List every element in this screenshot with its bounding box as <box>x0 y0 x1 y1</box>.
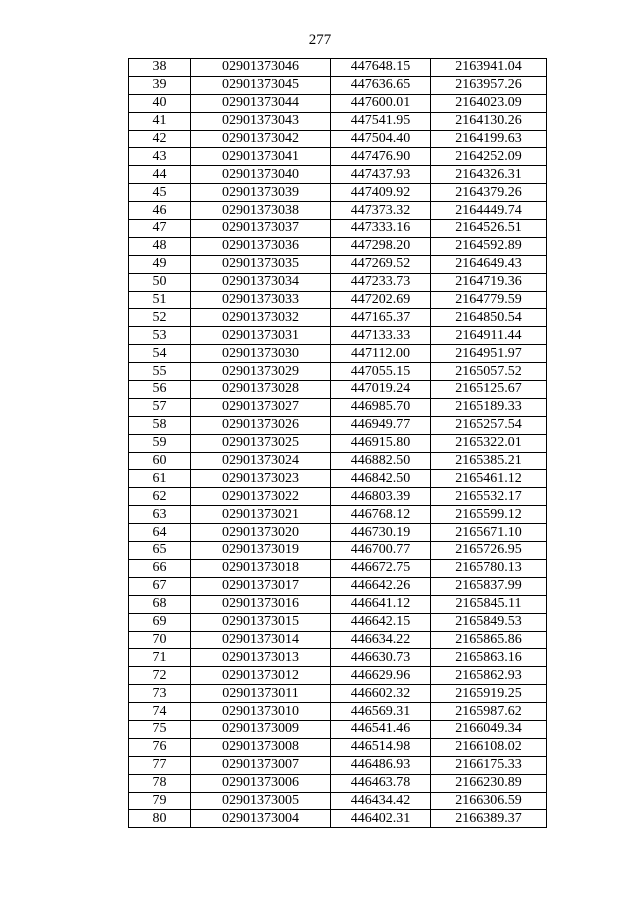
y-coordinate-cell: 2165726.95 <box>431 542 547 560</box>
point-number-cell: 75 <box>129 720 191 738</box>
point-number-cell: 58 <box>129 416 191 434</box>
y-coordinate-cell: 2166230.89 <box>431 774 547 792</box>
x-coordinate-cell: 447055.15 <box>331 363 431 381</box>
point-number-cell: 48 <box>129 237 191 255</box>
x-coordinate-cell: 447333.16 <box>331 220 431 238</box>
cadastral-number-cell: 02901373018 <box>191 559 331 577</box>
point-number-cell: 39 <box>129 76 191 94</box>
y-coordinate-cell: 2164199.63 <box>431 130 547 148</box>
coordinates-table-body <box>129 59 547 828</box>
cadastral-number-cell: 02901373035 <box>191 255 331 273</box>
point-number-cell: 52 <box>129 309 191 327</box>
point-number-cell: 71 <box>129 649 191 667</box>
x-coordinate-cell: 447269.52 <box>331 255 431 273</box>
table-row <box>129 488 547 506</box>
cadastral-number-cell: 02901373014 <box>191 631 331 649</box>
table-row <box>129 720 547 738</box>
point-number-cell: 44 <box>129 166 191 184</box>
x-coordinate-cell: 447202.69 <box>331 291 431 309</box>
point-number-cell: 80 <box>129 810 191 828</box>
table-row <box>129 273 547 291</box>
cadastral-number-cell: 02901373009 <box>191 720 331 738</box>
table-row <box>129 381 547 399</box>
point-number-cell: 59 <box>129 434 191 452</box>
point-number-cell: 64 <box>129 524 191 542</box>
y-coordinate-cell: 2165987.62 <box>431 703 547 721</box>
y-coordinate-cell: 2166049.34 <box>431 720 547 738</box>
y-coordinate-cell: 2166389.37 <box>431 810 547 828</box>
x-coordinate-cell: 446985.70 <box>331 398 431 416</box>
cadastral-number-cell: 02901373025 <box>191 434 331 452</box>
x-coordinate-cell: 446730.19 <box>331 524 431 542</box>
x-coordinate-cell: 446642.26 <box>331 577 431 595</box>
y-coordinate-cell: 2166108.02 <box>431 738 547 756</box>
y-coordinate-cell: 2166175.33 <box>431 756 547 774</box>
point-number-cell: 41 <box>129 112 191 130</box>
y-coordinate-cell: 2164850.54 <box>431 309 547 327</box>
x-coordinate-cell: 447233.73 <box>331 273 431 291</box>
table-row <box>129 667 547 685</box>
table-row <box>129 184 547 202</box>
table-row <box>129 345 547 363</box>
table-row <box>129 738 547 756</box>
cadastral-number-cell: 02901373021 <box>191 506 331 524</box>
cadastral-number-cell: 02901373015 <box>191 613 331 631</box>
point-number-cell: 63 <box>129 506 191 524</box>
table-row <box>129 774 547 792</box>
cadastral-number-cell: 02901373046 <box>191 59 331 77</box>
x-coordinate-cell: 447476.90 <box>331 148 431 166</box>
y-coordinate-cell: 2165837.99 <box>431 577 547 595</box>
coordinates-table <box>128 58 547 828</box>
y-coordinate-cell: 2164252.09 <box>431 148 547 166</box>
table-row <box>129 703 547 721</box>
point-number-cell: 53 <box>129 327 191 345</box>
y-coordinate-cell: 2165919.25 <box>431 685 547 703</box>
table-row <box>129 756 547 774</box>
point-number-cell: 43 <box>129 148 191 166</box>
x-coordinate-cell: 446486.93 <box>331 756 431 774</box>
y-coordinate-cell: 2165780.13 <box>431 559 547 577</box>
table-row <box>129 631 547 649</box>
point-number-cell: 73 <box>129 685 191 703</box>
cadastral-number-cell: 02901373012 <box>191 667 331 685</box>
x-coordinate-cell: 446842.50 <box>331 470 431 488</box>
x-coordinate-cell: 447298.20 <box>331 237 431 255</box>
point-number-cell: 76 <box>129 738 191 756</box>
table-row <box>129 470 547 488</box>
cadastral-number-cell: 02901373039 <box>191 184 331 202</box>
table-row <box>129 613 547 631</box>
table-row <box>129 792 547 810</box>
x-coordinate-cell: 446803.39 <box>331 488 431 506</box>
x-coordinate-cell: 446882.50 <box>331 452 431 470</box>
table-row <box>129 94 547 112</box>
point-number-cell: 77 <box>129 756 191 774</box>
table-row <box>129 202 547 220</box>
x-coordinate-cell: 446629.96 <box>331 667 431 685</box>
cadastral-number-cell: 02901373026 <box>191 416 331 434</box>
y-coordinate-cell: 2164779.59 <box>431 291 547 309</box>
x-coordinate-cell: 446541.46 <box>331 720 431 738</box>
cadastral-number-cell: 02901373036 <box>191 237 331 255</box>
y-coordinate-cell: 2165863.16 <box>431 649 547 667</box>
point-number-cell: 66 <box>129 559 191 577</box>
y-coordinate-cell: 2164526.51 <box>431 220 547 238</box>
point-number-cell: 74 <box>129 703 191 721</box>
table-row <box>129 166 547 184</box>
cadastral-number-cell: 02901373006 <box>191 774 331 792</box>
y-coordinate-cell: 2165862.93 <box>431 667 547 685</box>
point-number-cell: 54 <box>129 345 191 363</box>
cadastral-number-cell: 02901373041 <box>191 148 331 166</box>
cadastral-number-cell: 02901373033 <box>191 291 331 309</box>
point-number-cell: 78 <box>129 774 191 792</box>
y-coordinate-cell: 2165865.86 <box>431 631 547 649</box>
table-row <box>129 416 547 434</box>
cadastral-number-cell: 02901373010 <box>191 703 331 721</box>
y-coordinate-cell: 2163957.26 <box>431 76 547 94</box>
cadastral-number-cell: 02901373019 <box>191 542 331 560</box>
y-coordinate-cell: 2164449.74 <box>431 202 547 220</box>
y-coordinate-cell: 2165322.01 <box>431 434 547 452</box>
point-number-cell: 55 <box>129 363 191 381</box>
y-coordinate-cell: 2165385.21 <box>431 452 547 470</box>
table-row <box>129 327 547 345</box>
x-coordinate-cell: 447437.93 <box>331 166 431 184</box>
point-number-cell: 47 <box>129 220 191 238</box>
y-coordinate-cell: 2165845.11 <box>431 595 547 613</box>
point-number-cell: 60 <box>129 452 191 470</box>
point-number-cell: 40 <box>129 94 191 112</box>
x-coordinate-cell: 447600.01 <box>331 94 431 112</box>
cadastral-number-cell: 02901373037 <box>191 220 331 238</box>
y-coordinate-cell: 2165189.33 <box>431 398 547 416</box>
point-number-cell: 67 <box>129 577 191 595</box>
cadastral-number-cell: 02901373027 <box>191 398 331 416</box>
page-number: 277 <box>308 32 332 48</box>
cadastral-number-cell: 02901373004 <box>191 810 331 828</box>
x-coordinate-cell: 446700.77 <box>331 542 431 560</box>
point-number-cell: 51 <box>129 291 191 309</box>
table-row <box>129 685 547 703</box>
y-coordinate-cell: 2165125.67 <box>431 381 547 399</box>
table-row <box>129 649 547 667</box>
cadastral-number-cell: 02901373011 <box>191 685 331 703</box>
x-coordinate-cell: 446672.75 <box>331 559 431 577</box>
y-coordinate-cell: 2163941.04 <box>431 59 547 77</box>
table-row <box>129 506 547 524</box>
x-coordinate-cell: 447504.40 <box>331 130 431 148</box>
cadastral-number-cell: 02901373044 <box>191 94 331 112</box>
y-coordinate-cell: 2164951.97 <box>431 345 547 363</box>
cadastral-number-cell: 02901373030 <box>191 345 331 363</box>
y-coordinate-cell: 2166306.59 <box>431 792 547 810</box>
table-row <box>129 148 547 166</box>
y-coordinate-cell: 2164130.26 <box>431 112 547 130</box>
x-coordinate-cell: 447541.95 <box>331 112 431 130</box>
x-coordinate-cell: 446434.42 <box>331 792 431 810</box>
y-coordinate-cell: 2165599.12 <box>431 506 547 524</box>
table-row <box>129 130 547 148</box>
y-coordinate-cell: 2165057.52 <box>431 363 547 381</box>
point-number-cell: 79 <box>129 792 191 810</box>
point-number-cell: 69 <box>129 613 191 631</box>
cadastral-number-cell: 02901373034 <box>191 273 331 291</box>
point-number-cell: 56 <box>129 381 191 399</box>
table-row <box>129 524 547 542</box>
x-coordinate-cell: 446949.77 <box>331 416 431 434</box>
point-number-cell: 62 <box>129 488 191 506</box>
table-row <box>129 577 547 595</box>
x-coordinate-cell: 446634.22 <box>331 631 431 649</box>
cadastral-number-cell: 02901373008 <box>191 738 331 756</box>
cadastral-number-cell: 02901373023 <box>191 470 331 488</box>
cadastral-number-cell: 02901373007 <box>191 756 331 774</box>
table-row <box>129 452 547 470</box>
table-row <box>129 76 547 94</box>
x-coordinate-cell: 446642.15 <box>331 613 431 631</box>
x-coordinate-cell: 446569.31 <box>331 703 431 721</box>
cadastral-number-cell: 02901373024 <box>191 452 331 470</box>
cadastral-number-cell: 02901373017 <box>191 577 331 595</box>
table-row <box>129 595 547 613</box>
y-coordinate-cell: 2165849.53 <box>431 613 547 631</box>
table-row <box>129 398 547 416</box>
point-number-cell: 50 <box>129 273 191 291</box>
point-number-cell: 57 <box>129 398 191 416</box>
point-number-cell: 61 <box>129 470 191 488</box>
point-number-cell: 72 <box>129 667 191 685</box>
point-number-cell: 46 <box>129 202 191 220</box>
cadastral-number-cell: 02901373040 <box>191 166 331 184</box>
cadastral-number-cell: 02901373038 <box>191 202 331 220</box>
y-coordinate-cell: 2164649.43 <box>431 255 547 273</box>
y-coordinate-cell: 2164719.36 <box>431 273 547 291</box>
cadastral-number-cell: 02901373013 <box>191 649 331 667</box>
table-row <box>129 59 547 77</box>
x-coordinate-cell: 447636.65 <box>331 76 431 94</box>
x-coordinate-cell: 447019.24 <box>331 381 431 399</box>
point-number-cell: 49 <box>129 255 191 273</box>
y-coordinate-cell: 2164911.44 <box>431 327 547 345</box>
y-coordinate-cell: 2164023.09 <box>431 94 547 112</box>
point-number-cell: 70 <box>129 631 191 649</box>
x-coordinate-cell: 446915.80 <box>331 434 431 452</box>
x-coordinate-cell: 447165.37 <box>331 309 431 327</box>
point-number-cell: 38 <box>129 59 191 77</box>
x-coordinate-cell: 447373.32 <box>331 202 431 220</box>
point-number-cell: 65 <box>129 542 191 560</box>
table-row <box>129 559 547 577</box>
cadastral-number-cell: 02901373005 <box>191 792 331 810</box>
table-row <box>129 434 547 452</box>
x-coordinate-cell: 446641.12 <box>331 595 431 613</box>
table-row <box>129 363 547 381</box>
x-coordinate-cell: 447133.33 <box>331 327 431 345</box>
cadastral-number-cell: 02901373022 <box>191 488 331 506</box>
point-number-cell: 45 <box>129 184 191 202</box>
x-coordinate-cell: 446463.78 <box>331 774 431 792</box>
cadastral-number-cell: 02901373042 <box>191 130 331 148</box>
cadastral-number-cell: 02901373028 <box>191 381 331 399</box>
x-coordinate-cell: 446602.32 <box>331 685 431 703</box>
cadastral-number-cell: 02901373020 <box>191 524 331 542</box>
y-coordinate-cell: 2165671.10 <box>431 524 547 542</box>
table-row <box>129 220 547 238</box>
cadastral-number-cell: 02901373031 <box>191 327 331 345</box>
x-coordinate-cell: 446514.98 <box>331 738 431 756</box>
x-coordinate-cell: 447112.00 <box>331 345 431 363</box>
cadastral-number-cell: 02901373045 <box>191 76 331 94</box>
x-coordinate-cell: 446630.73 <box>331 649 431 667</box>
y-coordinate-cell: 2164592.89 <box>431 237 547 255</box>
table-row <box>129 542 547 560</box>
cadastral-number-cell: 02901373043 <box>191 112 331 130</box>
x-coordinate-cell: 447409.92 <box>331 184 431 202</box>
y-coordinate-cell: 2165532.17 <box>431 488 547 506</box>
table-row <box>129 255 547 273</box>
y-coordinate-cell: 2164326.31 <box>431 166 547 184</box>
cadastral-number-cell: 02901373032 <box>191 309 331 327</box>
y-coordinate-cell: 2164379.26 <box>431 184 547 202</box>
table-row <box>129 309 547 327</box>
x-coordinate-cell: 446402.31 <box>331 810 431 828</box>
y-coordinate-cell: 2165257.54 <box>431 416 547 434</box>
table-row <box>129 237 547 255</box>
point-number-cell: 68 <box>129 595 191 613</box>
y-coordinate-cell: 2165461.12 <box>431 470 547 488</box>
cadastral-number-cell: 02901373016 <box>191 595 331 613</box>
cadastral-number-cell: 02901373029 <box>191 363 331 381</box>
point-number-cell: 42 <box>129 130 191 148</box>
x-coordinate-cell: 446768.12 <box>331 506 431 524</box>
table-row <box>129 112 547 130</box>
x-coordinate-cell: 447648.15 <box>331 59 431 77</box>
table-row <box>129 810 547 828</box>
table-row <box>129 291 547 309</box>
